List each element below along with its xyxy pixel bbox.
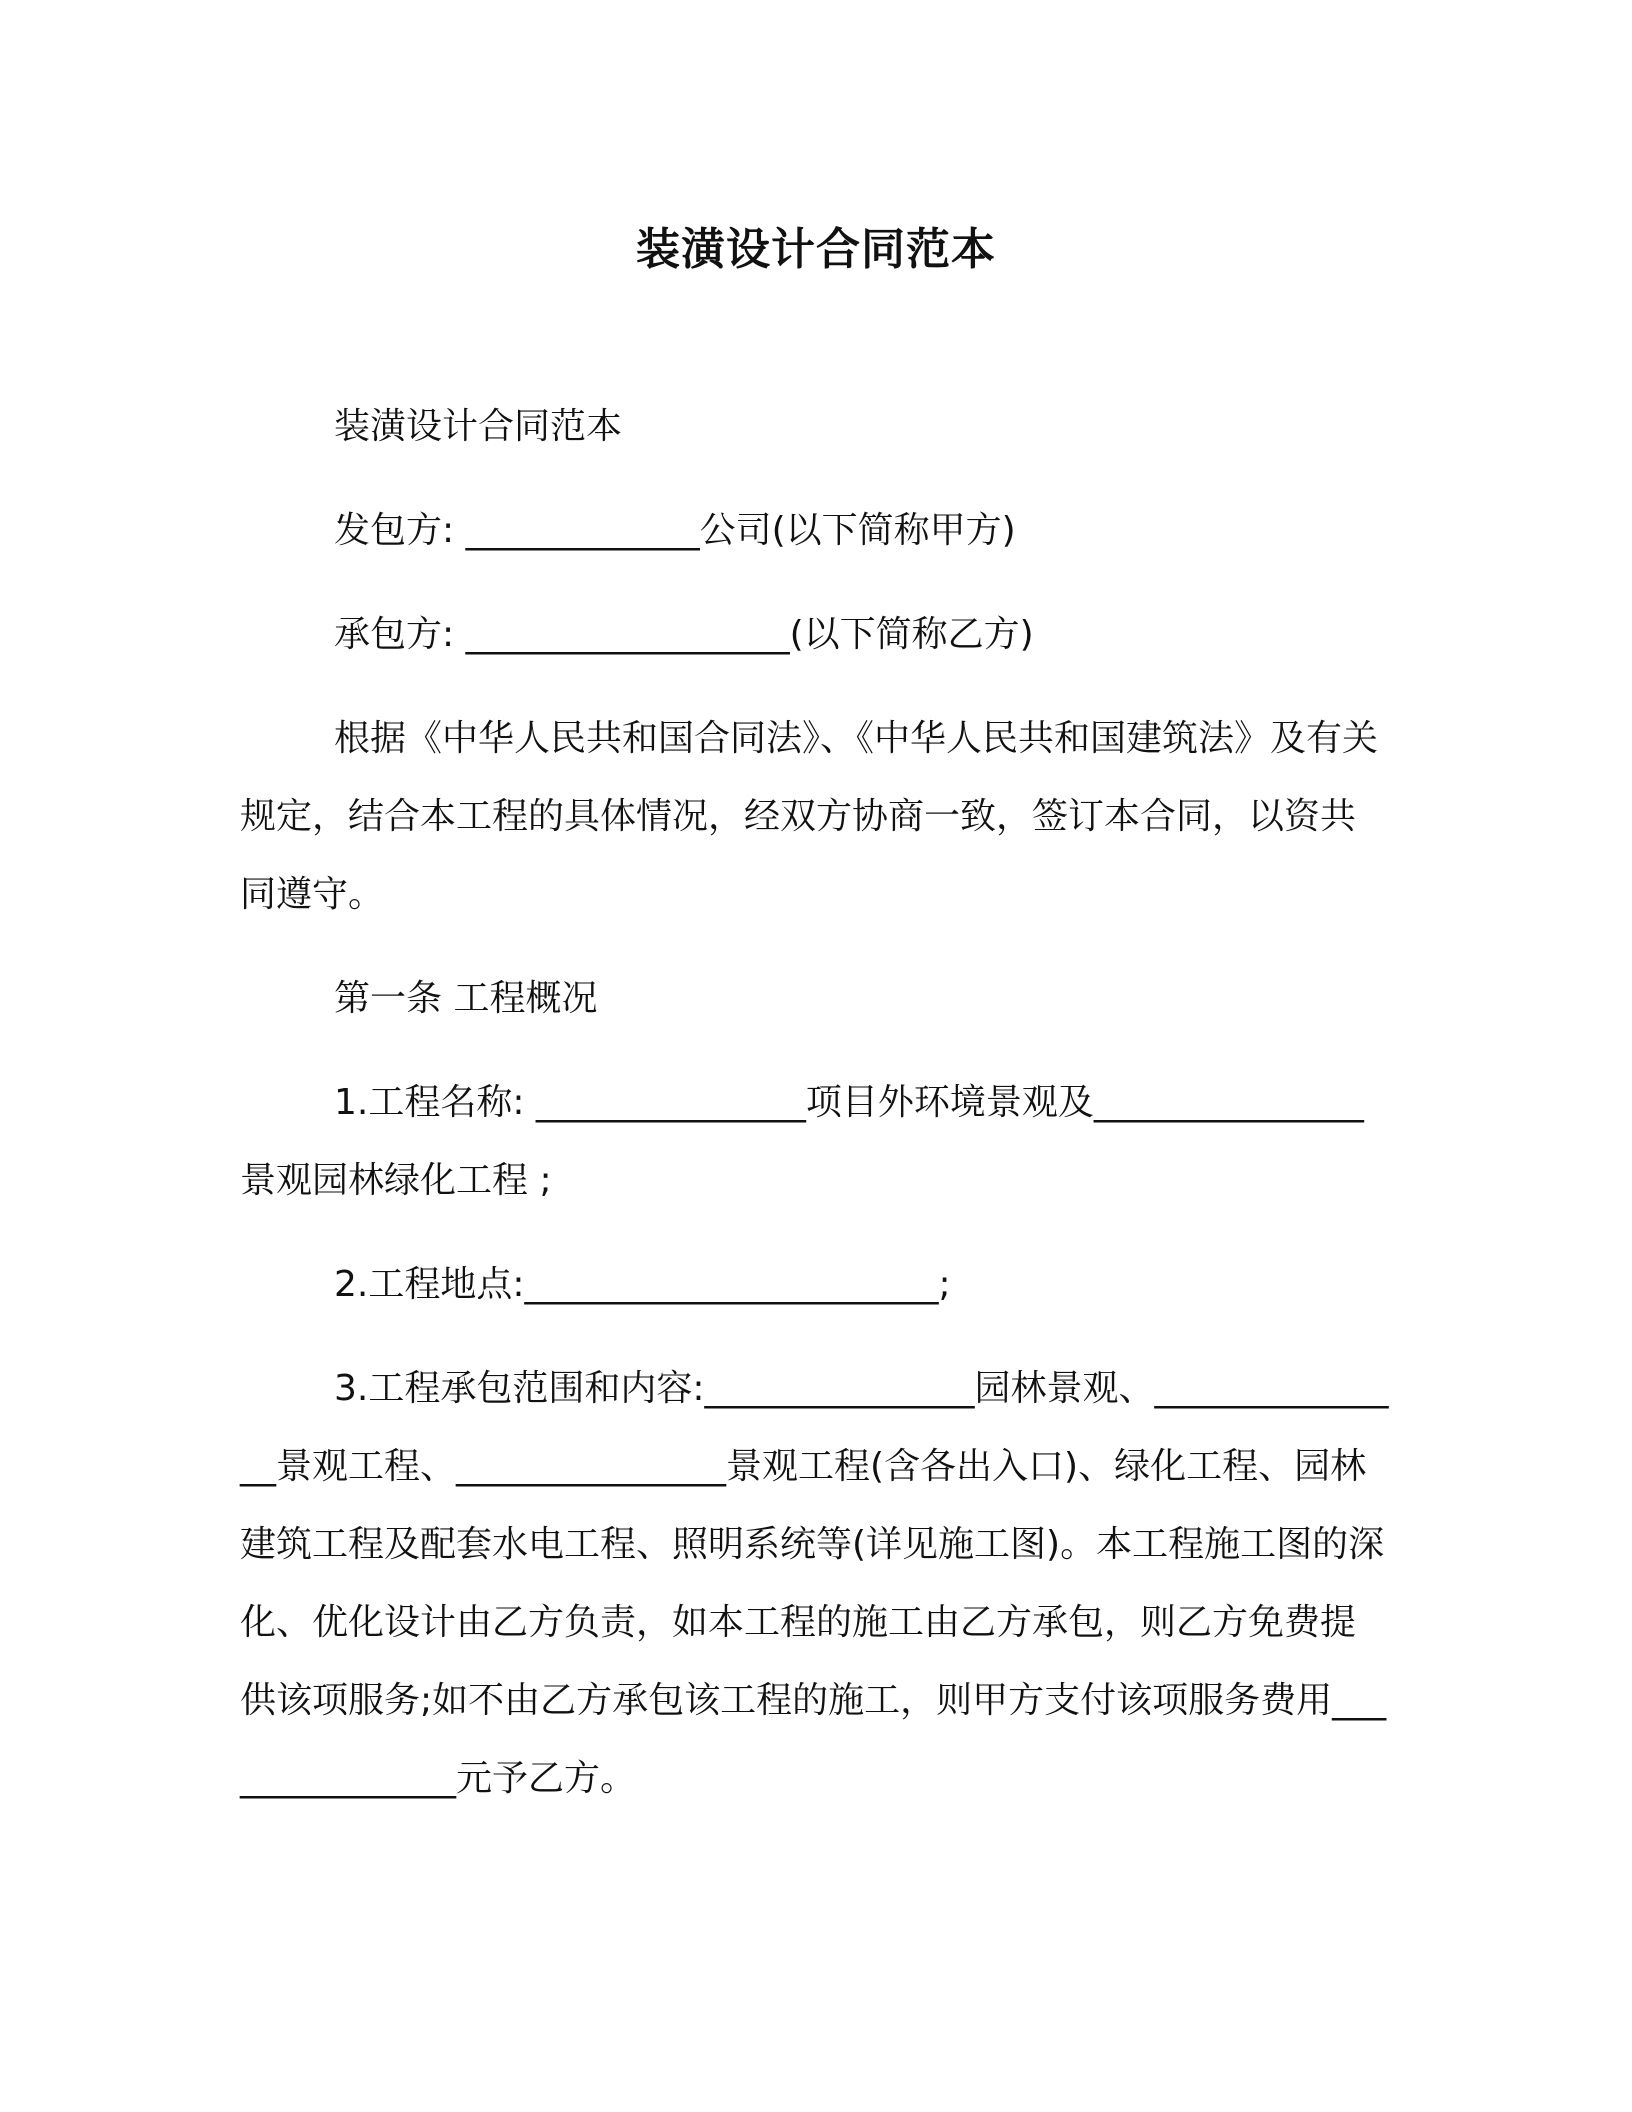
paragraph-subcontractor: 承包方: __________________(以下简称乙方) (334, 614, 1034, 655)
paragraph-subtitle: 装潢设计合同范本 (334, 406, 623, 447)
document-body (240, 388, 1390, 1844)
paragraph-legal-basis: 根据《中华人民共和国合同法》、《中华人民共和国建筑法》及有关规定，结合本工程的具体情况，经双方协商一致，签订本合同，以资共同遵守。 (240, 718, 1379, 915)
paragraph-project-name: 1.工程名称: _______________项目外环境景观及_______________景观园林绿化工程 ; (240, 1082, 1364, 1201)
paragraph-project-scope: 3.工程承包范围和内容:_______________园林景观、_______________景观工程、_______________景观工程(含各出入口)、绿化工程、园林建筑工程及配套水电工程、照明系统等(详见施工图)。本工程施工图的深化、优化设计由乙方负责，如本工程的施工由乙方承包，则乙方免费提供该项服务;如不由乙方承包该工程的施工，则甲方支付该项服务费用_______________元予乙方。 (240, 1368, 1389, 1799)
paragraph-contractor: 发包方: _____________公司(以下简称甲方) (334, 510, 1016, 551)
document-title: 装潢设计合同范本 (636, 224, 996, 275)
paragraph-article-1: 第一条 工程概况 (334, 978, 598, 1019)
paragraph-project-location: 2.工程地点:_______________________; (334, 1264, 951, 1305)
